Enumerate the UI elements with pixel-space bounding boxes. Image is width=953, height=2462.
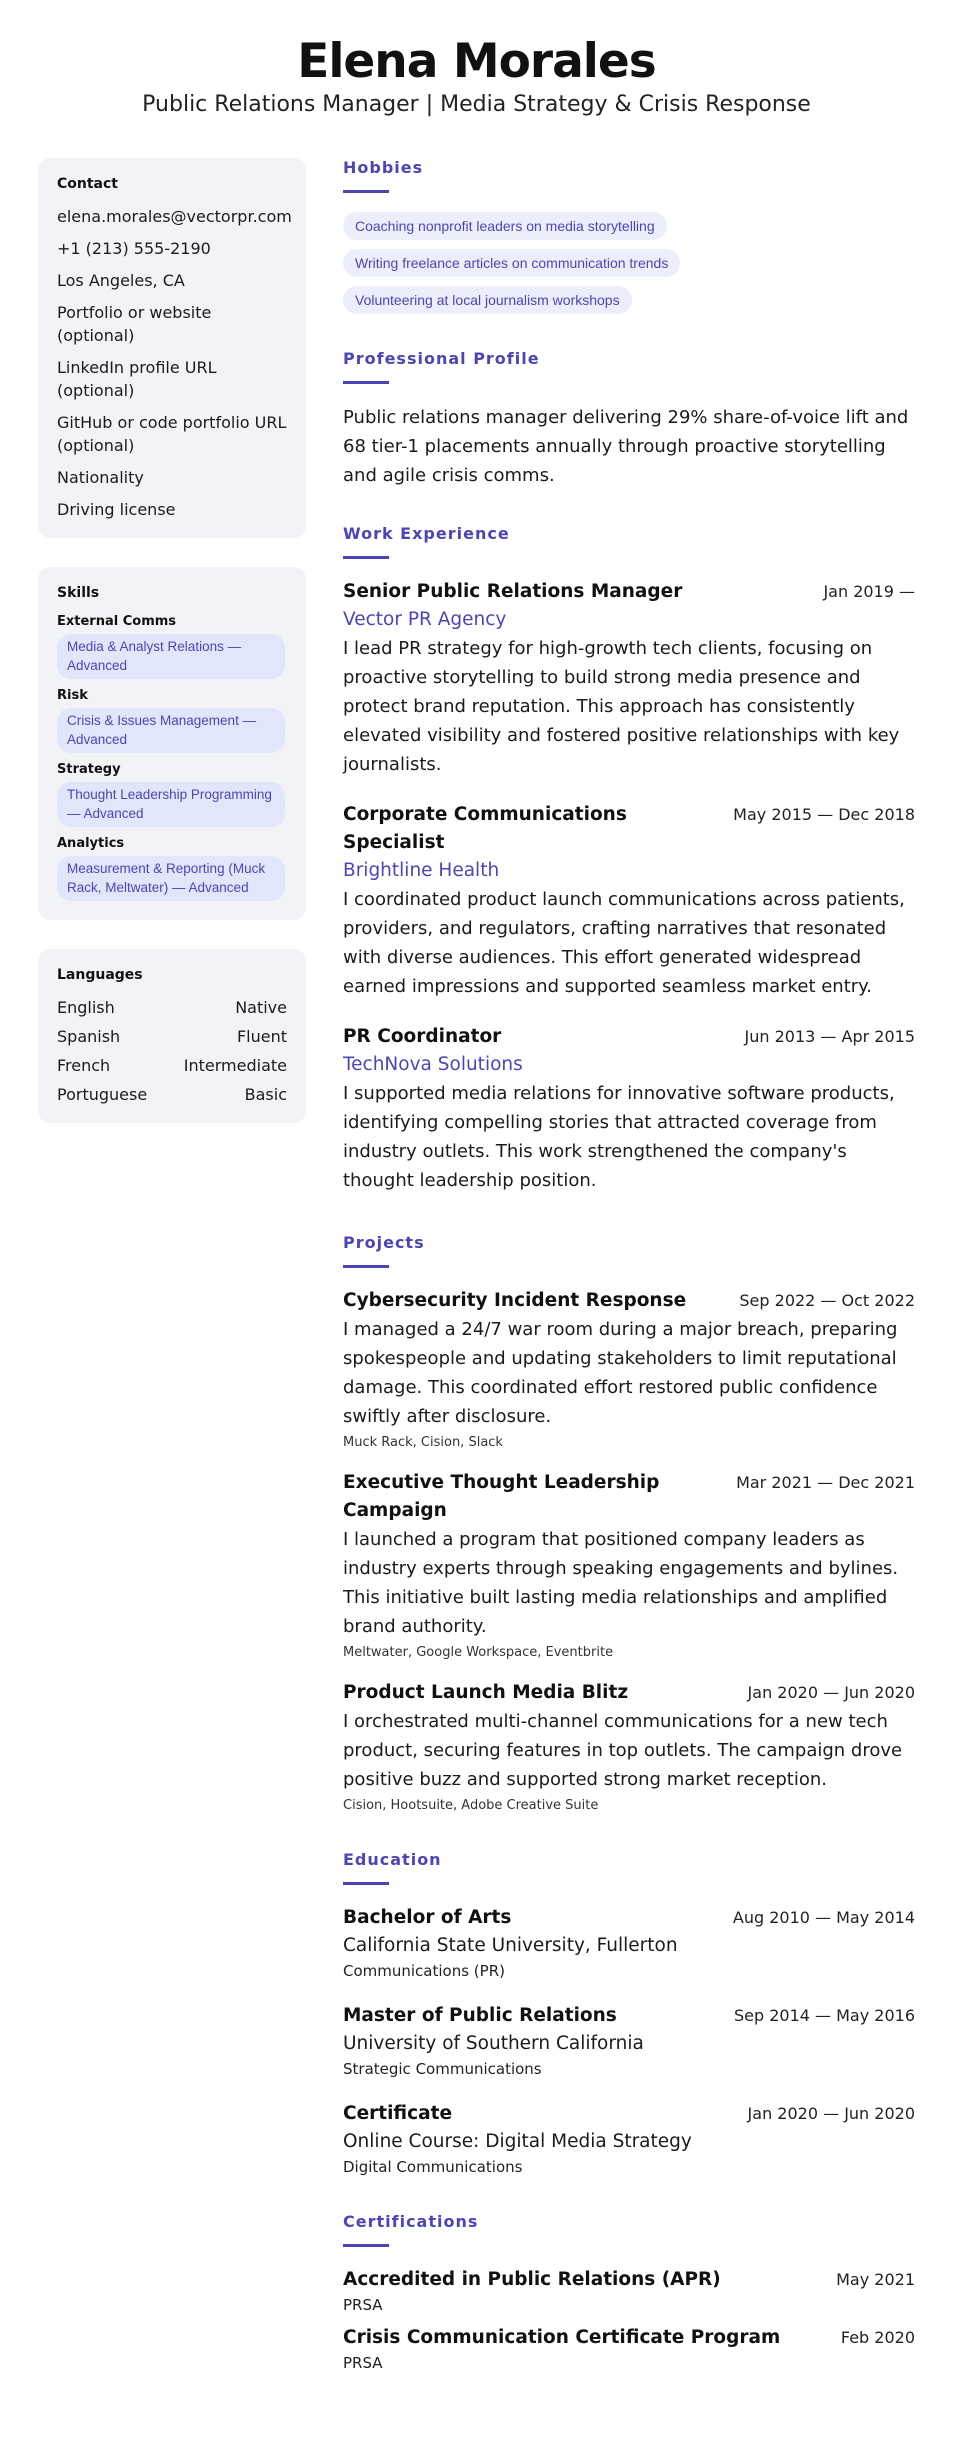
job-dates: May 2015 — Dec 2018 — [733, 805, 915, 824]
language-name: Portuguese — [57, 1085, 148, 1104]
contact-github: GitHub or code portfolio URL (optional) — [57, 413, 287, 455]
hobby-pill: Coaching nonprofit leaders on media storytelling — [343, 212, 667, 240]
section-divider — [343, 2244, 389, 2247]
contact-location: Los Angeles, CA — [57, 271, 185, 290]
section-title: Hobbies — [343, 158, 424, 177]
section-title: Work Experience — [343, 524, 510, 543]
project-tools: Muck Rack, Cision, Slack — [343, 1435, 503, 1450]
language-name: French — [57, 1056, 111, 1075]
job-description: I coordinated product launch communications across patients, providers, and regulators, crafting narratives that resonated with diverse audiences. This effort generated widespread earned impressions and supported seamless market entry. — [343, 889, 905, 997]
school-name: University of Southern California — [343, 2033, 644, 2054]
job-title: Senior Public Relations Manager — [343, 581, 683, 602]
education-section — [343, 1850, 915, 2178]
section-title: Projects — [343, 1233, 425, 1252]
field-of-study: Strategic Communications — [343, 2060, 542, 2078]
degree-name: Bachelor of Arts — [343, 1907, 512, 1928]
contact-nationality: Nationality — [57, 468, 144, 487]
project-dates: Mar 2021 — Dec 2021 — [736, 1473, 915, 1492]
school-name: California State University, Fullerton — [343, 1935, 678, 1956]
skill-group — [57, 836, 287, 901]
skill-pill: Crisis & Issues Management — Advanced — [57, 708, 285, 753]
section-divider — [343, 1265, 389, 1268]
degree-dates: Sep 2014 — May 2016 — [733, 2006, 915, 2025]
job-description: I supported media relations for innovative software products, identifying compelling stories that attracted coverage from industry outlets. This work strengthened the company's thought leadership position. — [343, 1083, 895, 1191]
project-entry — [343, 1469, 915, 1663]
section-title: Professional Profile — [343, 349, 540, 368]
certification-issuer: PRSA — [343, 2296, 383, 2314]
job-description: I lead PR strategy for high-growth tech clients, focusing on proactive storytelling to build strong media presence and protect brand reputation. This approach has consistently elevated visibility and fostered positive relationships with key journalists. — [343, 638, 900, 775]
hobby-pill: Volunteering at local journalism workshops — [343, 286, 632, 314]
job-dates: Jun 2013 — Apr 2015 — [744, 1027, 915, 1046]
hobby-list — [343, 212, 915, 323]
experience-section — [343, 524, 915, 1195]
degree-name: Certificate — [343, 2103, 452, 2124]
field-of-study: Digital Communications — [343, 2158, 523, 2176]
project-entry — [343, 1287, 915, 1453]
project-tools: Meltwater, Google Workspace, Eventbrite — [343, 1645, 614, 1660]
skill-pill: Thought Leadership Programming — Advanced — [57, 782, 285, 827]
skill-category: Analytics — [57, 836, 125, 851]
contact-phone[interactable]: +1 (213) 555-2190 — [57, 239, 211, 258]
section-divider — [343, 190, 389, 193]
candidate-name: Elena Morales — [297, 34, 656, 89]
company-name: Brightline Health — [343, 860, 500, 881]
job-title: PR Coordinator — [343, 1026, 502, 1047]
skill-group — [57, 688, 287, 753]
project-entry — [343, 1679, 915, 1816]
certification-issuer: PRSA — [343, 2354, 383, 2372]
skill-category: Strategy — [57, 762, 121, 777]
language-row — [57, 996, 287, 1019]
education-entry — [343, 2100, 915, 2178]
degree-name: Master of Public Relations — [343, 2005, 617, 2026]
project-tools: Cision, Hootsuite, Adobe Creative Suite — [343, 1798, 599, 1813]
project-description: I managed a 24/7 war room during a major breach, preparing spokespeople and updating stakeholders to limit reputational damage. This coordinated effort restored public confidence swiftly after disclosure. — [343, 1319, 898, 1427]
language-level: Basic — [244, 1085, 287, 1104]
project-description: I launched a program that positioned company leaders as industry experts through speaking engagements and bylines. This initiative built lasting media relationships and amplified brand authority. — [343, 1529, 899, 1637]
contact-portfolio: Portfolio or website (optional) — [57, 303, 212, 345]
education-entry — [343, 1904, 915, 1982]
company-name: Vector PR Agency — [343, 609, 507, 630]
languages-card — [38, 949, 306, 1123]
skill-group — [57, 614, 287, 679]
profile-text: Public relations manager delivering 29% share-of-voice lift and 68 tier-1 placements annually through proactive storytelling and agile crisis comms. — [343, 407, 909, 486]
skill-pill: Media & Analyst Relations — Advanced — [57, 634, 285, 679]
certification-date: Feb 2020 — [840, 2328, 915, 2347]
projects-section — [343, 1233, 915, 1816]
company-name: TechNova Solutions — [343, 1054, 523, 1075]
degree-dates: Aug 2010 — May 2014 — [732, 1908, 915, 1927]
certification-entry — [343, 2266, 915, 2316]
skill-group — [57, 762, 287, 827]
language-row — [57, 1083, 287, 1106]
degree-dates: Jan 2020 — Jun 2020 — [747, 2104, 915, 2123]
education-entry — [343, 2002, 915, 2080]
skill-category: Risk — [57, 688, 88, 703]
section-title: Education — [343, 1850, 442, 1869]
contact-driving-license: Driving license — [57, 500, 176, 519]
school-name: Online Course: Digital Media Strategy — [343, 2131, 692, 2152]
contact-card — [38, 158, 306, 538]
certification-name: Crisis Communication Certificate Program — [343, 2327, 781, 2348]
experience-entry — [343, 1023, 915, 1195]
language-level: Fluent — [236, 1027, 287, 1046]
skill-pill: Measurement & Reporting (Muck Rack, Meltwater) — Advanced — [57, 856, 285, 901]
candidate-subtitle: Public Relations Manager | Media Strategy & Crisis Response — [142, 92, 811, 117]
section-divider — [343, 381, 389, 384]
certification-date: May 2021 — [836, 2270, 915, 2289]
certification-name: Accredited in Public Relations (APR) — [343, 2269, 721, 2290]
skills-card — [38, 567, 306, 920]
hobbies-section — [343, 158, 915, 323]
language-row — [57, 1054, 287, 1077]
project-dates: Sep 2022 — Oct 2022 — [739, 1291, 915, 1310]
field-of-study: Communications (PR) — [343, 1962, 505, 1980]
contact-linkedin: LinkedIn profile URL (optional) — [57, 358, 217, 400]
certifications-section — [343, 2212, 915, 2374]
main-column — [343, 158, 915, 2408]
job-title: Corporate Communications Specialist — [343, 804, 627, 853]
left-sidebar — [38, 158, 306, 1152]
resume-header — [0, 0, 953, 117]
section-divider — [343, 556, 389, 559]
contact-title: Contact — [57, 176, 118, 192]
job-dates: Jan 2019 — — [823, 582, 915, 601]
language-level: Native — [235, 998, 287, 1017]
hobby-pill: Writing freelance articles on communication trends — [343, 249, 680, 277]
contact-email[interactable]: elena.morales@vectorpr.com — [57, 207, 292, 226]
profile-section — [343, 349, 915, 490]
section-divider — [343, 1882, 389, 1885]
language-name: Spanish — [57, 1027, 121, 1046]
project-dates: Jan 2020 — Jun 2020 — [747, 1683, 915, 1702]
language-level: Intermediate — [183, 1056, 287, 1075]
project-name: Cybersecurity Incident Response — [343, 1290, 687, 1311]
experience-entry — [343, 578, 915, 779]
skills-title: Skills — [57, 585, 100, 601]
project-description: I orchestrated multi-channel communications for a new tech product, securing features in top outlets. The campaign drove positive buzz and supported strong market reception. — [343, 1711, 903, 1790]
language-row — [57, 1025, 287, 1048]
section-title: Certifications — [343, 2212, 479, 2231]
project-name: Product Launch Media Blitz — [343, 1682, 629, 1703]
skill-category: External Comms — [57, 614, 177, 629]
project-name: Executive Thought Leadership Campaign — [343, 1472, 660, 1521]
certification-entry — [343, 2324, 915, 2374]
experience-entry — [343, 801, 915, 1001]
language-name: English — [57, 998, 115, 1017]
languages-title: Languages — [57, 967, 143, 983]
